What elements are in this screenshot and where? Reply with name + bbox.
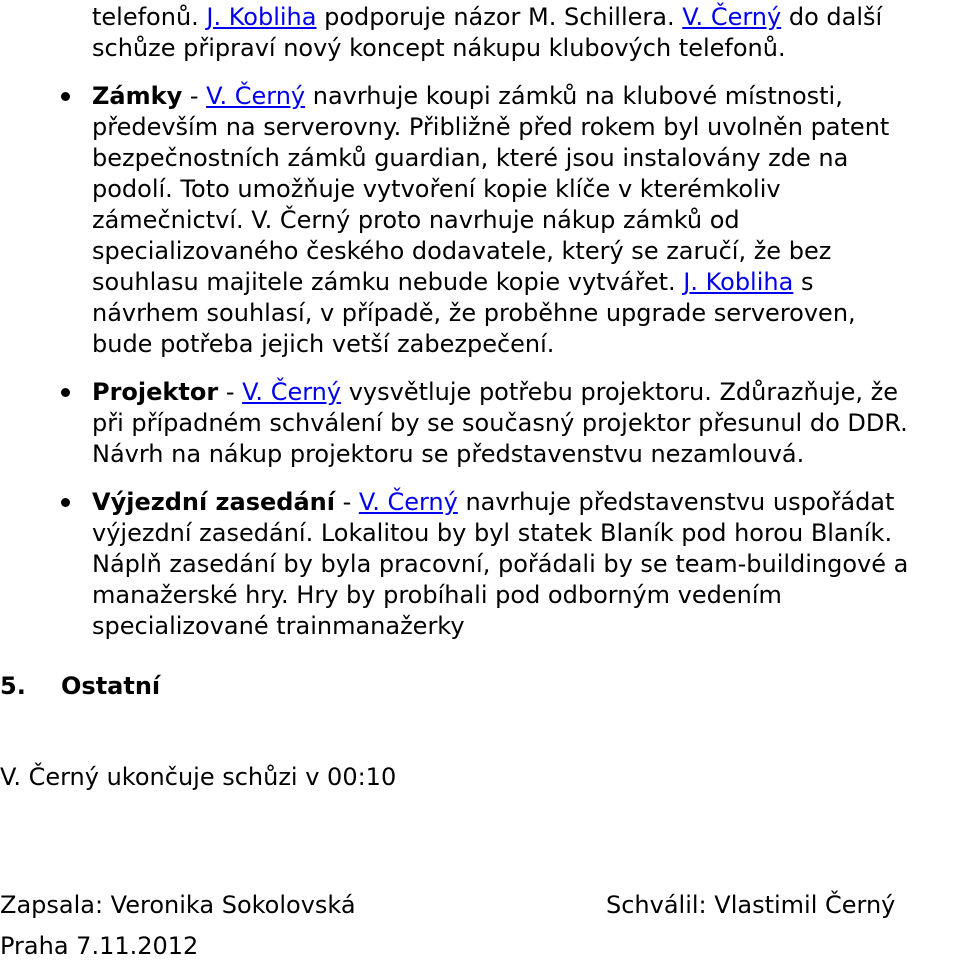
person-link-kobliha[interactable]: J. Kobliha <box>206 3 317 31</box>
text-line <box>92 267 960 298</box>
person-link-kobliha[interactable]: J. Kobliha <box>683 268 794 296</box>
bullet-telefony <box>0 2 960 64</box>
text-line: při případném schválení by se současný projektor přesunul do DDR. <box>92 409 908 437</box>
bullet-text <box>92 81 960 360</box>
person-link-cerny[interactable]: V. Černý <box>358 488 458 516</box>
place-date: Praha 7.11.2012 <box>0 932 199 960</box>
bullet-dot-icon <box>61 92 70 101</box>
section-heading <box>0 671 160 702</box>
text-line <box>92 81 960 112</box>
topic-title: Výjezdní zasedání <box>92 488 335 516</box>
meeting-closing-note: V. Černý ukončuje schůzi v 00:10 <box>0 763 397 791</box>
bullet-dot-icon <box>61 498 70 507</box>
bullet-text <box>92 2 960 64</box>
text-run: podporuje názor M. Schillera. <box>316 3 683 31</box>
text-run: do další <box>781 3 883 31</box>
text-line: návrhem souhlasí, v případě, že proběhne upgrade serveroven, <box>92 299 856 327</box>
text-line <box>92 2 960 33</box>
text-line: schůze připraví nový koncept nákupu klubových telefonů. <box>92 34 786 62</box>
text-line <box>92 377 960 408</box>
person-link-cerny[interactable]: V. Černý <box>206 82 306 110</box>
text-line: bude potřeba jejich vetší zabezpečení. <box>92 330 555 358</box>
bullet-text <box>92 487 960 642</box>
text-line: bezpečnostních zámků guardian, které jsou instalovány zde na <box>92 144 849 172</box>
bullet-zamky <box>0 81 960 360</box>
text-line: zámečnictví. V. Černý proto navrhuje nákup zámků od <box>92 206 740 234</box>
text-line: Návrh na nákup projektoru se představenstvu nezamlouvá. <box>92 440 805 468</box>
recorded-by: Zapsala: Veronika Sokolovská <box>0 891 356 919</box>
approved-by: Schválil: Vlastimil Černý <box>606 891 896 919</box>
section-number: 5. <box>0 672 26 700</box>
text-line: především na serverovny. Přibližně před rokem byl uvolněn patent <box>92 113 890 141</box>
separator: - <box>334 488 359 516</box>
topic-title: Zámky <box>92 82 183 110</box>
text-line: specializovaného českého dodavatele, který se zaručí, že bez <box>92 237 832 265</box>
minutes-bullet-list <box>0 2 960 659</box>
bullet-dot-icon <box>61 388 70 397</box>
text-line: Náplň zasedání by byla pracovní, pořádali by se team-buildingové a <box>92 550 909 578</box>
section-title: Ostatní <box>61 672 161 700</box>
separator: - <box>182 82 207 110</box>
text-run: navrhuje představenstvu uspořádat <box>457 488 895 516</box>
text-line <box>92 487 960 518</box>
text-line: specializované trainmanažerky <box>92 612 465 640</box>
text-line: manažerské hry. Hry by probíhali pod odborným vedením <box>92 581 782 609</box>
text-run: vysvětluje potřebu projektoru. Zdůrazňuje, že <box>341 378 898 406</box>
topic-title: Projektor <box>92 378 219 406</box>
separator: - <box>218 378 243 406</box>
bullet-vyjezdni-zasedani <box>0 487 960 642</box>
bullet-text <box>92 377 960 470</box>
text-run: souhlasu majitele zámku nebude kopie vytvářet. <box>92 268 684 296</box>
person-link-cerny[interactable]: V. Černý <box>682 3 782 31</box>
bullet-projektor <box>0 377 960 470</box>
text-run: s <box>793 268 814 296</box>
text-run: navrhuje koupi zámků na klubové místnosti, <box>305 82 843 110</box>
text-line: výjezdní zasedání. Lokalitou by byl statek Blaník pod horou Blaník. <box>92 519 893 547</box>
text-line: podolí. Toto umožňuje vytvoření kopie klíče v kterémkoliv <box>92 175 781 203</box>
text-run: telefonů. <box>92 3 207 31</box>
person-link-cerny[interactable]: V. Černý <box>242 378 342 406</box>
